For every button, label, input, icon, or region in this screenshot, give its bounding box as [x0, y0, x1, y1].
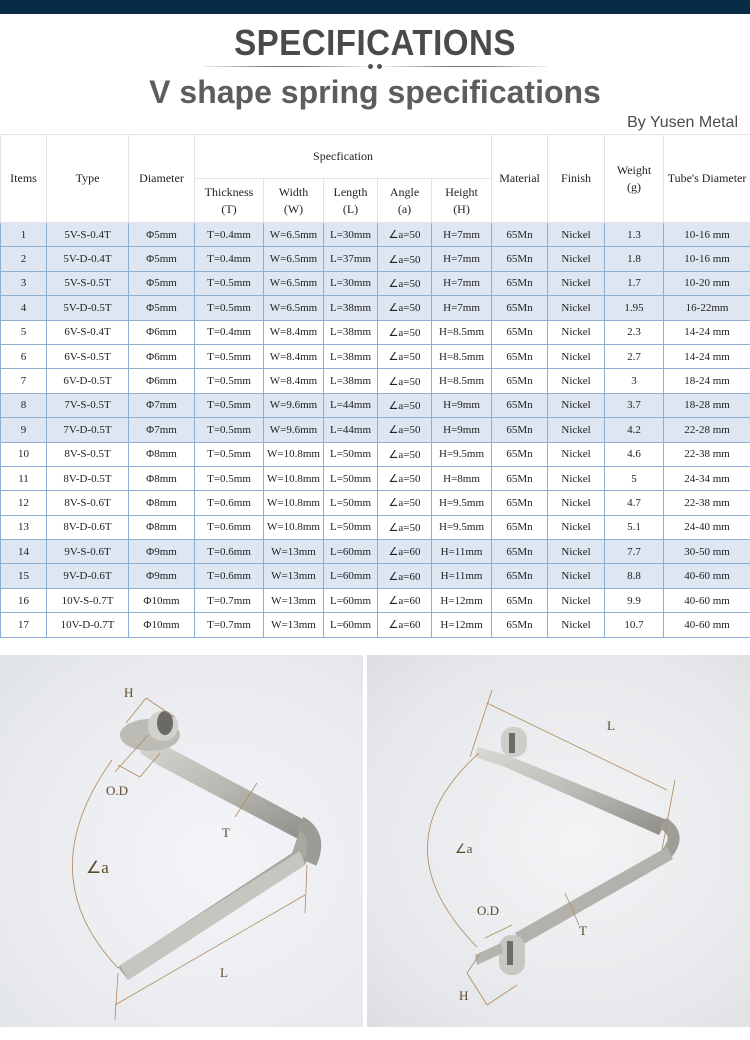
cell-angle: ∠a=50: [378, 466, 432, 490]
label-h: H: [124, 685, 134, 700]
cell-finish: Nickel: [548, 491, 605, 515]
cell-material: 65Mn: [492, 393, 548, 417]
cell-weight: 10.7: [605, 613, 664, 637]
cell-material: 65Mn: [492, 271, 548, 295]
cell-height: H=9mm: [432, 393, 492, 417]
header-tube-diameter: Tube's Diameter: [664, 135, 750, 223]
header-finish: Finish: [548, 135, 605, 223]
cell-type: 5V-D-0.5T: [47, 296, 129, 320]
cell-angle: ∠a=50: [378, 442, 432, 466]
cell-thickness: T=0.6mm: [195, 540, 264, 564]
cell-thickness: T=0.5mm: [195, 369, 264, 393]
table-row: [1, 540, 750, 564]
cell-height: H=12mm: [432, 613, 492, 637]
cell-material: 65Mn: [492, 540, 548, 564]
cell-diameter: Φ8mm: [129, 491, 195, 515]
cell-height: H=9.5mm: [432, 442, 492, 466]
cell-type: 8V-S-0.5T: [47, 442, 129, 466]
header-angle: [378, 179, 432, 223]
specifications-table: [0, 134, 750, 638]
cell-tube: 22-28 mm: [664, 418, 750, 442]
cell-width: W=6.5mm: [264, 247, 324, 271]
cell-item: 13: [1, 515, 47, 539]
cell-angle: ∠a=50: [378, 418, 432, 442]
cell-angle: ∠a=60: [378, 613, 432, 637]
cell-tube: 14-24 mm: [664, 344, 750, 368]
cell-thickness: T=0.7mm: [195, 588, 264, 612]
cell-material: 65Mn: [492, 223, 548, 247]
cell-tube: 40-60 mm: [664, 588, 750, 612]
title-divider-left: [203, 66, 368, 67]
page-title: SPECIFICATIONS: [234, 22, 516, 63]
cell-diameter: Φ5mm: [129, 247, 195, 271]
cell-length: L=44mm: [324, 418, 378, 442]
cell-length: L=50mm: [324, 491, 378, 515]
cell-item: 17: [1, 613, 47, 637]
cell-type: 5V-S-0.4T: [47, 223, 129, 247]
cell-item: 6: [1, 344, 47, 368]
cell-tube: 24-34 mm: [664, 466, 750, 490]
cell-weight: 9.9: [605, 588, 664, 612]
cell-width: W=9.6mm: [264, 393, 324, 417]
table-row: [1, 515, 750, 539]
table-row: [1, 588, 750, 612]
cell-width: W=6.5mm: [264, 223, 324, 247]
cell-weight: 2.7: [605, 344, 664, 368]
cell-material: 65Mn: [492, 418, 548, 442]
cell-diameter: Φ5mm: [129, 223, 195, 247]
label-l: L: [220, 965, 228, 980]
cell-type: 9V-S-0.6T: [47, 540, 129, 564]
table-row: [1, 320, 750, 344]
header-thickness-label: Thickness: [204, 185, 254, 200]
cell-thickness: T=0.6mm: [195, 564, 264, 588]
cell-height: H=8mm: [432, 466, 492, 490]
cell-thickness: T=0.5mm: [195, 271, 264, 295]
table-row: [1, 564, 750, 588]
cell-item: 11: [1, 466, 47, 490]
cell-item: 1: [1, 223, 47, 247]
cell-weight: 1.8: [605, 247, 664, 271]
table-row: [1, 613, 750, 637]
cell-weight: 5.1: [605, 515, 664, 539]
cell-finish: Nickel: [548, 393, 605, 417]
cell-width: W=9.6mm: [264, 418, 324, 442]
cell-width: W=13mm: [264, 613, 324, 637]
cell-length: L=30mm: [324, 223, 378, 247]
cell-type: 6V-S-0.4T: [47, 320, 129, 344]
cell-width: W=13mm: [264, 540, 324, 564]
cell-length: L=38mm: [324, 369, 378, 393]
cell-item: 15: [1, 564, 47, 588]
photo-double-end-spring: [367, 655, 750, 1027]
cell-width: W=10.8mm: [264, 442, 324, 466]
header-width-symbol: (W): [283, 201, 304, 216]
cell-thickness: T=0.5mm: [195, 344, 264, 368]
cell-item: 8: [1, 393, 47, 417]
cell-width: W=13mm: [264, 588, 324, 612]
cell-weight: 1.95: [605, 296, 664, 320]
cell-diameter: Φ9mm: [129, 564, 195, 588]
cell-angle: ∠a=50: [378, 296, 432, 320]
cell-diameter: Φ10mm: [129, 613, 195, 637]
page-subtitle: V shape spring specifications: [149, 74, 601, 110]
cell-item: 10: [1, 442, 47, 466]
table-row: [1, 247, 750, 271]
cell-tube: 24-40 mm: [664, 515, 750, 539]
cell-material: 65Mn: [492, 588, 548, 612]
label-od: O.D: [477, 903, 500, 918]
table-row: [1, 418, 750, 442]
cell-width: W=8.4mm: [264, 369, 324, 393]
table-row: [1, 223, 750, 247]
cell-type: 6V-D-0.5T: [47, 369, 129, 393]
cell-height: H=9mm: [432, 418, 492, 442]
cell-weight: 1.3: [605, 223, 664, 247]
cell-thickness: T=0.4mm: [195, 247, 264, 271]
cell-angle: ∠a=50: [378, 369, 432, 393]
cell-material: 65Mn: [492, 613, 548, 637]
cell-width: W=8.4mm: [264, 344, 324, 368]
cell-width: W=10.8mm: [264, 515, 324, 539]
table-row: [1, 369, 750, 393]
cell-tube: 22-38 mm: [664, 442, 750, 466]
header-weight-unit: (g): [627, 179, 642, 194]
cell-material: 65Mn: [492, 442, 548, 466]
cell-item: 4: [1, 296, 47, 320]
label-h: H: [459, 988, 469, 1003]
cell-finish: Nickel: [548, 223, 605, 247]
label-t: T: [222, 825, 230, 840]
cell-finish: Nickel: [548, 271, 605, 295]
cell-height: H=7mm: [432, 223, 492, 247]
cell-tube: 40-60 mm: [664, 613, 750, 637]
cell-width: W=8.4mm: [264, 320, 324, 344]
header-length-label: Length: [333, 185, 368, 200]
cell-width: W=6.5mm: [264, 271, 324, 295]
label-od: O.D: [106, 783, 129, 798]
cell-thickness: T=0.5mm: [195, 466, 264, 490]
cell-material: 65Mn: [492, 466, 548, 490]
header-specification: Specfication: [195, 135, 492, 179]
cell-length: L=38mm: [324, 320, 378, 344]
cell-height: H=12mm: [432, 588, 492, 612]
table-row: [1, 442, 750, 466]
header-angle-symbol: (a): [397, 201, 412, 216]
cell-length: L=30mm: [324, 271, 378, 295]
cell-diameter: Φ7mm: [129, 418, 195, 442]
table-row: [1, 344, 750, 368]
cell-finish: Nickel: [548, 344, 605, 368]
cell-diameter: Φ5mm: [129, 271, 195, 295]
cell-thickness: T=0.4mm: [195, 223, 264, 247]
cell-tube: 18-24 mm: [664, 369, 750, 393]
cell-finish: Nickel: [548, 247, 605, 271]
cell-item: 14: [1, 540, 47, 564]
cell-item: 12: [1, 491, 47, 515]
cell-type: 8V-D-0.6T: [47, 515, 129, 539]
label-l: L: [607, 718, 615, 733]
cell-material: 65Mn: [492, 491, 548, 515]
cell-angle: ∠a=50: [378, 491, 432, 515]
cell-type: 7V-D-0.5T: [47, 418, 129, 442]
cell-finish: Nickel: [548, 418, 605, 442]
cell-material: 65Mn: [492, 320, 548, 344]
cell-height: H=11mm: [432, 564, 492, 588]
title-divider-right: [382, 66, 547, 67]
cell-finish: Nickel: [548, 564, 605, 588]
cell-angle: ∠a=50: [378, 320, 432, 344]
cell-angle: ∠a=50: [378, 393, 432, 417]
cell-length: L=60mm: [324, 613, 378, 637]
cell-thickness: T=0.5mm: [195, 393, 264, 417]
cell-length: L=60mm: [324, 540, 378, 564]
cell-type: 5V-D-0.4T: [47, 247, 129, 271]
cell-type: 5V-S-0.5T: [47, 271, 129, 295]
cell-thickness: T=0.5mm: [195, 296, 264, 320]
cell-thickness: T=0.6mm: [195, 491, 264, 515]
photo-single-end-spring: [0, 655, 363, 1027]
cell-diameter: Φ8mm: [129, 442, 195, 466]
cell-height: H=9.5mm: [432, 491, 492, 515]
cell-height: H=11mm: [432, 540, 492, 564]
cell-thickness: T=0.6mm: [195, 515, 264, 539]
cell-type: 7V-S-0.5T: [47, 393, 129, 417]
cell-type: 8V-S-0.6T: [47, 491, 129, 515]
cell-diameter: Φ6mm: [129, 344, 195, 368]
header-type: Type: [47, 135, 129, 223]
cell-diameter: Φ7mm: [129, 393, 195, 417]
cell-length: L=37mm: [324, 247, 378, 271]
cell-finish: Nickel: [548, 369, 605, 393]
table-row: [1, 296, 750, 320]
header-material: Material: [492, 135, 548, 223]
cell-tube: 22-38 mm: [664, 491, 750, 515]
cell-width: W=10.8mm: [264, 466, 324, 490]
cell-item: 3: [1, 271, 47, 295]
cell-finish: Nickel: [548, 613, 605, 637]
cell-height: H=7mm: [432, 247, 492, 271]
cell-width: W=10.8mm: [264, 491, 324, 515]
header-thickness: [195, 179, 264, 223]
header-angle-label: Angle: [389, 185, 420, 200]
byline: By Yusen Metal: [627, 114, 738, 131]
table-row: [1, 466, 750, 490]
cell-height: H=9.5mm: [432, 515, 492, 539]
cell-length: L=44mm: [324, 393, 378, 417]
header-height-symbol: (H): [453, 201, 470, 216]
header-width-label: Width: [278, 185, 309, 200]
cell-item: 16: [1, 588, 47, 612]
header-width: [264, 179, 324, 223]
label-angle: ∠a: [455, 841, 473, 856]
cell-tube: 10-16 mm: [664, 247, 750, 271]
cell-height: H=8.5mm: [432, 344, 492, 368]
cell-material: 65Mn: [492, 369, 548, 393]
table-row: [1, 491, 750, 515]
cell-length: L=38mm: [324, 344, 378, 368]
cell-angle: ∠a=60: [378, 588, 432, 612]
cell-tube: 10-16 mm: [664, 223, 750, 247]
cell-weight: 3.7: [605, 393, 664, 417]
cell-tube: 30-50 mm: [664, 540, 750, 564]
cell-weight: 4.2: [605, 418, 664, 442]
header-length: [324, 179, 378, 223]
cell-length: L=60mm: [324, 564, 378, 588]
cell-diameter: Φ8mm: [129, 515, 195, 539]
cell-length: L=50mm: [324, 466, 378, 490]
cell-angle: ∠a=50: [378, 344, 432, 368]
cell-weight: 7.7: [605, 540, 664, 564]
divider-dot: [368, 64, 373, 69]
cell-length: L=50mm: [324, 515, 378, 539]
cell-weight: 4.7: [605, 491, 664, 515]
cell-angle: ∠a=50: [378, 223, 432, 247]
cell-weight: 4.6: [605, 442, 664, 466]
cell-material: 65Mn: [492, 247, 548, 271]
cell-length: L=50mm: [324, 442, 378, 466]
cell-thickness: T=0.5mm: [195, 442, 264, 466]
cell-weight: 8.8: [605, 564, 664, 588]
cell-item: 7: [1, 369, 47, 393]
cell-finish: Nickel: [548, 515, 605, 539]
cell-width: W=13mm: [264, 564, 324, 588]
cell-angle: ∠a=50: [378, 515, 432, 539]
cell-angle: ∠a=50: [378, 247, 432, 271]
header-height: [432, 179, 492, 223]
cell-finish: Nickel: [548, 320, 605, 344]
cell-width: W=6.5mm: [264, 296, 324, 320]
cell-type: 10V-S-0.7T: [47, 588, 129, 612]
cell-height: H=7mm: [432, 296, 492, 320]
cell-tube: 14-24 mm: [664, 320, 750, 344]
cell-finish: Nickel: [548, 466, 605, 490]
cell-length: L=38mm: [324, 296, 378, 320]
cell-tube: 18-28 mm: [664, 393, 750, 417]
cell-type: 6V-S-0.5T: [47, 344, 129, 368]
header-items: Items: [1, 135, 47, 223]
header-height-label: Height: [445, 185, 478, 200]
spring-diagram-single-end: [0, 655, 363, 1027]
cell-tube: 40-60 mm: [664, 564, 750, 588]
header-weight-label: Weight: [616, 163, 652, 178]
cell-diameter: Φ8mm: [129, 466, 195, 490]
cell-type: 9V-D-0.6T: [47, 564, 129, 588]
spring-diagram-double-end: [367, 655, 750, 1027]
header-length-symbol: (L): [342, 201, 359, 216]
cell-type: 10V-D-0.7T: [47, 613, 129, 637]
specifications-table-body: [1, 223, 750, 638]
cell-item: 2: [1, 247, 47, 271]
cell-material: 65Mn: [492, 296, 548, 320]
cell-weight: 3: [605, 369, 664, 393]
cell-item: 9: [1, 418, 47, 442]
cell-finish: Nickel: [548, 442, 605, 466]
cell-thickness: T=0.7mm: [195, 613, 264, 637]
cell-length: L=60mm: [324, 588, 378, 612]
table-row: [1, 271, 750, 295]
header-thickness-symbol: (T): [221, 201, 237, 216]
top-banner-bar: [0, 0, 750, 14]
cell-thickness: T=0.4mm: [195, 320, 264, 344]
cell-tube: 10-20 mm: [664, 271, 750, 295]
cell-finish: Nickel: [548, 588, 605, 612]
cell-diameter: Φ10mm: [129, 588, 195, 612]
cell-item: 5: [1, 320, 47, 344]
cell-finish: Nickel: [548, 540, 605, 564]
cell-finish: Nickel: [548, 296, 605, 320]
cell-angle: ∠a=60: [378, 540, 432, 564]
label-angle: ∠a: [86, 858, 109, 877]
cell-angle: ∠a=60: [378, 564, 432, 588]
cell-height: H=8.5mm: [432, 320, 492, 344]
cell-angle: ∠a=50: [378, 271, 432, 295]
cell-material: 65Mn: [492, 515, 548, 539]
cell-diameter: Φ9mm: [129, 540, 195, 564]
table-row: [1, 393, 750, 417]
cell-material: 65Mn: [492, 564, 548, 588]
header-diameter: Diameter: [129, 135, 195, 223]
cell-diameter: Φ6mm: [129, 369, 195, 393]
header-weight: [605, 135, 664, 223]
cell-type: 8V-D-0.5T: [47, 466, 129, 490]
cell-weight: 1.7: [605, 271, 664, 295]
cell-tube: 16-22mm: [664, 296, 750, 320]
cell-diameter: Φ6mm: [129, 320, 195, 344]
cell-height: H=7mm: [432, 271, 492, 295]
cell-thickness: T=0.5mm: [195, 418, 264, 442]
cell-height: H=8.5mm: [432, 369, 492, 393]
label-t: T: [579, 923, 587, 938]
cell-weight: 5: [605, 466, 664, 490]
cell-diameter: Φ5mm: [129, 296, 195, 320]
cell-weight: 2.3: [605, 320, 664, 344]
cell-material: 65Mn: [492, 344, 548, 368]
